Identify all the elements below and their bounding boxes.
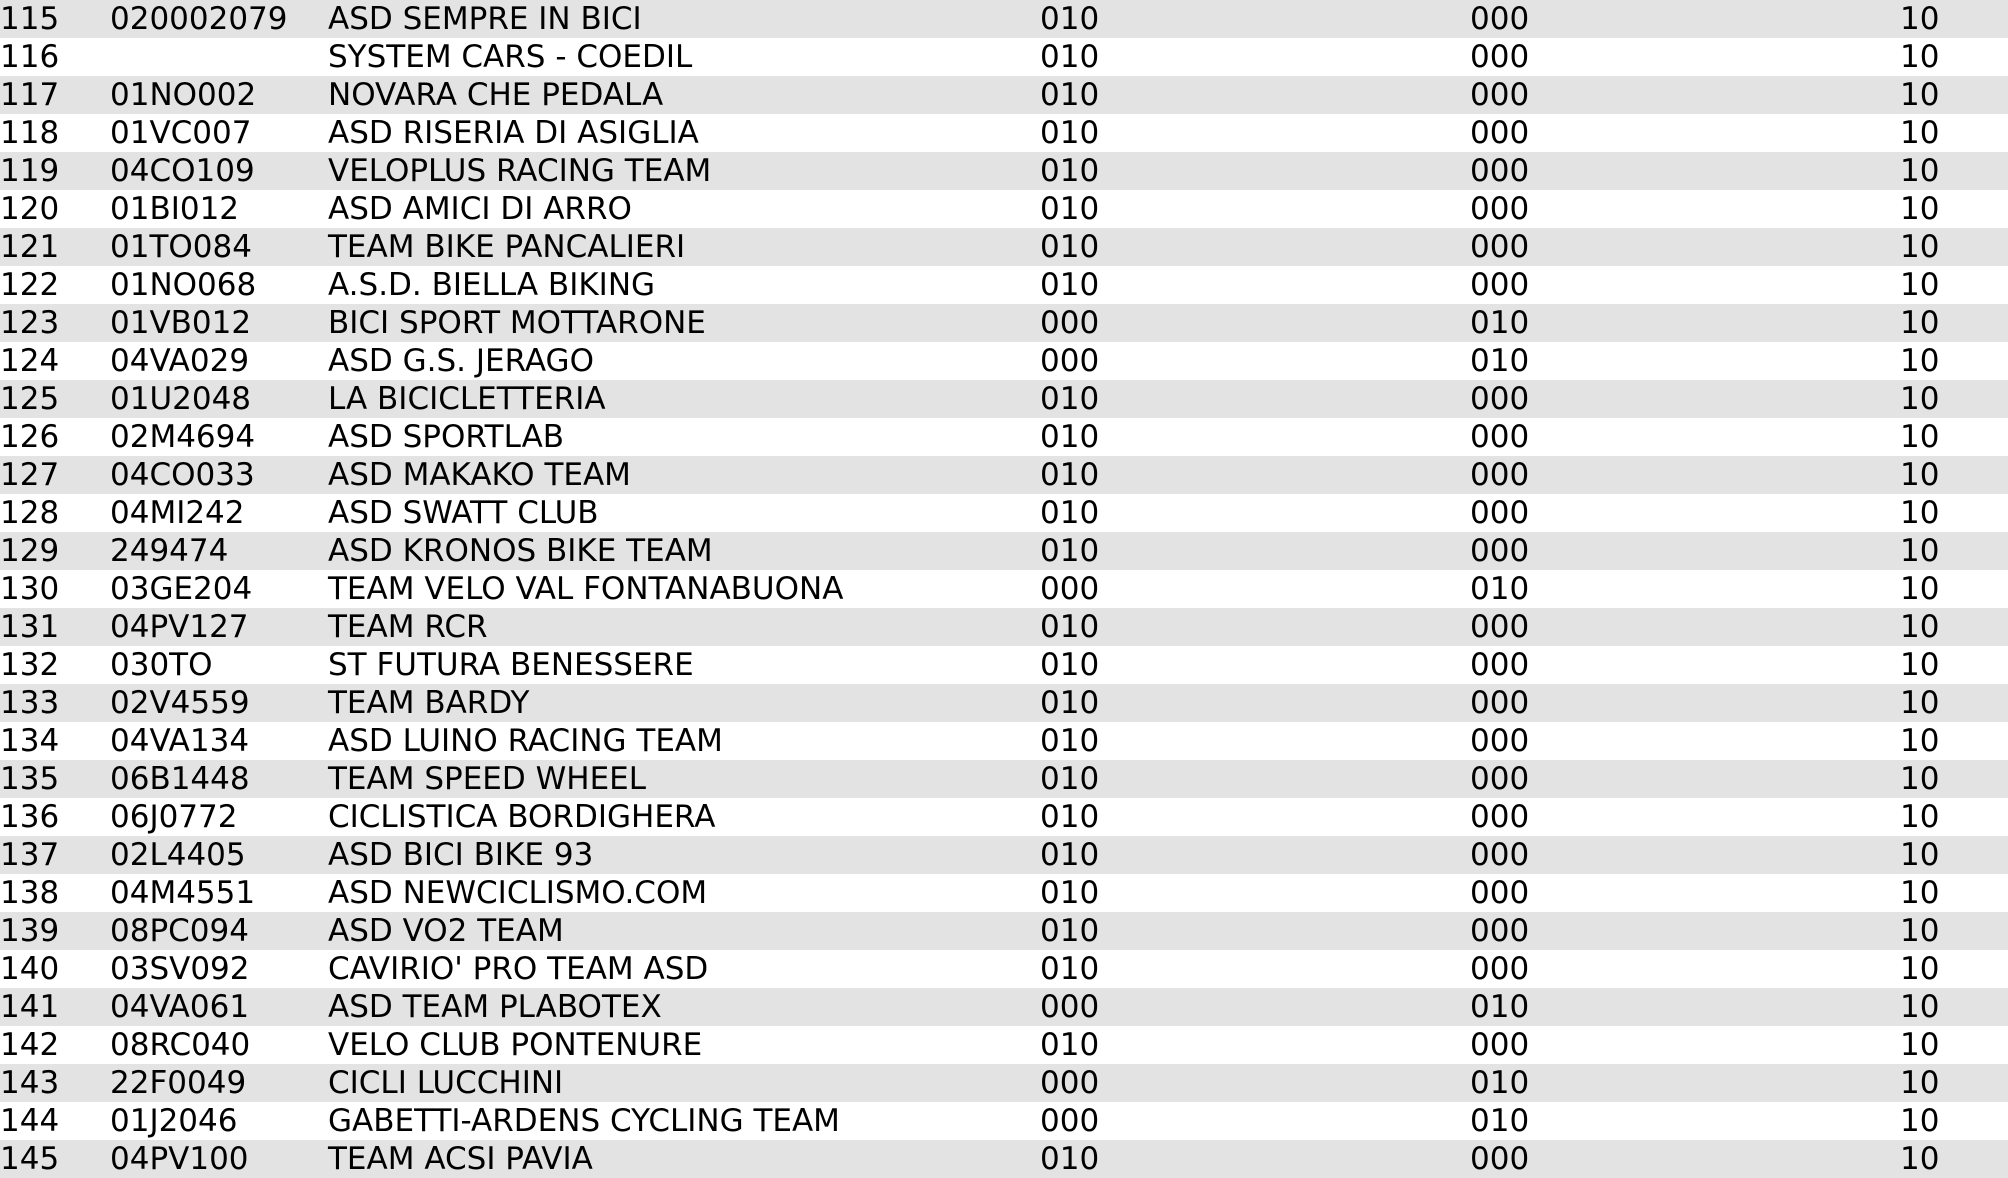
points-b-cell: 000 [1470, 191, 1530, 227]
position-cell: 128 [0, 495, 60, 531]
total-points-cell: 10 [1900, 419, 1940, 455]
total-points-cell: 10 [1900, 39, 1940, 75]
team-name-cell: TEAM ACSI PAVIA [328, 1141, 593, 1177]
total-points-cell: 10 [1900, 305, 1940, 341]
team-name-cell: A.S.D. BIELLA BIKING [328, 267, 656, 303]
points-a-cell: 010 [1040, 1141, 1100, 1177]
total-points-cell: 10 [1900, 875, 1940, 911]
points-a-cell: 010 [1040, 761, 1100, 797]
position-cell: 131 [0, 609, 60, 645]
points-b-cell: 000 [1470, 533, 1530, 569]
total-points-cell: 10 [1900, 153, 1940, 189]
team-name-cell: GABETTI-ARDENS CYCLING TEAM [328, 1103, 840, 1139]
points-a-cell: 010 [1040, 267, 1100, 303]
table-row [0, 798, 2008, 836]
points-b-cell: 010 [1470, 305, 1530, 341]
points-a-cell: 010 [1040, 381, 1100, 417]
team-name-cell: CICLISTICA BORDIGHERA [328, 799, 716, 835]
points-a-cell: 010 [1040, 457, 1100, 493]
total-points-cell: 10 [1900, 799, 1940, 835]
points-b-cell: 000 [1470, 381, 1530, 417]
total-points-cell: 10 [1900, 989, 1940, 1025]
total-points-cell: 10 [1900, 1, 1940, 37]
points-a-cell: 000 [1040, 989, 1100, 1025]
total-points-cell: 10 [1900, 571, 1940, 607]
table-row [0, 646, 2008, 684]
table-row [0, 1102, 2008, 1140]
team-code-cell: 01BI012 [110, 191, 240, 227]
team-name-cell: TEAM SPEED WHEEL [328, 761, 647, 797]
points-b-cell: 000 [1470, 1, 1530, 37]
team-name-cell: ASD RISERIA DI ASIGLIA [328, 115, 699, 151]
position-cell: 117 [0, 77, 60, 113]
points-b-cell: 000 [1470, 951, 1530, 987]
points-a-cell: 010 [1040, 115, 1100, 151]
table-row [0, 684, 2008, 722]
team-code-cell: 04MI242 [110, 495, 245, 531]
team-name-cell: ASD VO2 TEAM [328, 913, 564, 949]
total-points-cell: 10 [1900, 723, 1940, 759]
position-cell: 123 [0, 305, 60, 341]
points-a-cell: 010 [1040, 419, 1100, 455]
points-a-cell: 000 [1040, 343, 1100, 379]
points-b-cell: 000 [1470, 457, 1530, 493]
team-code-cell: 04PV100 [110, 1141, 249, 1177]
table-row [0, 76, 2008, 114]
points-b-cell: 000 [1470, 799, 1530, 835]
team-code-cell: 01NO068 [110, 267, 257, 303]
points-a-cell: 010 [1040, 39, 1100, 75]
team-name-cell: ASD AMICI DI ARRO [328, 191, 632, 227]
total-points-cell: 10 [1900, 1141, 1940, 1177]
points-a-cell: 010 [1040, 533, 1100, 569]
total-points-cell: 10 [1900, 191, 1940, 227]
points-a-cell: 010 [1040, 77, 1100, 113]
team-code-cell: 01TO084 [110, 229, 252, 265]
team-name-cell: ASD TEAM PLABOTEX [328, 989, 662, 1025]
team-name-cell: ASD LUINO RACING TEAM [328, 723, 723, 759]
table-row [0, 418, 2008, 456]
total-points-cell: 10 [1900, 685, 1940, 721]
position-cell: 115 [0, 1, 60, 37]
points-b-cell: 000 [1470, 685, 1530, 721]
points-a-cell: 010 [1040, 495, 1100, 531]
position-cell: 129 [0, 533, 60, 569]
position-cell: 135 [0, 761, 60, 797]
table-row [0, 494, 2008, 532]
team-name-cell: ASD SWATT CLUB [328, 495, 599, 531]
points-a-cell: 000 [1040, 1065, 1100, 1101]
total-points-cell: 10 [1900, 609, 1940, 645]
points-a-cell: 000 [1040, 305, 1100, 341]
position-cell: 125 [0, 381, 60, 417]
total-points-cell: 10 [1900, 381, 1940, 417]
points-b-cell: 010 [1470, 343, 1530, 379]
total-points-cell: 10 [1900, 837, 1940, 873]
team-name-cell: SYSTEM CARS - COEDIL [328, 39, 693, 75]
points-a-cell: 010 [1040, 837, 1100, 873]
table-row [0, 836, 2008, 874]
team-code-cell: 04PV127 [110, 609, 249, 645]
points-a-cell: 000 [1040, 1103, 1100, 1139]
points-a-cell: 010 [1040, 647, 1100, 683]
total-points-cell: 10 [1900, 761, 1940, 797]
position-cell: 137 [0, 837, 60, 873]
points-a-cell: 010 [1040, 191, 1100, 227]
points-b-cell: 010 [1470, 571, 1530, 607]
position-cell: 134 [0, 723, 60, 759]
table-row [0, 608, 2008, 646]
table-row [0, 456, 2008, 494]
position-cell: 126 [0, 419, 60, 455]
table-row [0, 532, 2008, 570]
points-a-cell: 010 [1040, 723, 1100, 759]
total-points-cell: 10 [1900, 951, 1940, 987]
table-row [0, 912, 2008, 950]
points-b-cell: 000 [1470, 153, 1530, 189]
team-name-cell: VELOPLUS RACING TEAM [328, 153, 712, 189]
position-cell: 121 [0, 229, 60, 265]
points-b-cell: 000 [1470, 723, 1530, 759]
points-a-cell: 010 [1040, 229, 1100, 265]
team-name-cell: TEAM BIKE PANCALIERI [328, 229, 686, 265]
table-row [0, 760, 2008, 798]
position-cell: 119 [0, 153, 60, 189]
position-cell: 118 [0, 115, 60, 151]
team-code-cell: 03GE204 [110, 571, 253, 607]
table-row [0, 988, 2008, 1026]
total-points-cell: 10 [1900, 457, 1940, 493]
team-code-cell: 22F0049 [110, 1065, 247, 1101]
team-name-cell: ASD SPORTLAB [328, 419, 565, 455]
table-row [0, 722, 2008, 760]
team-name-cell: BICI SPORT MOTTARONE [328, 305, 706, 341]
table-row [0, 304, 2008, 342]
team-code-cell: 06B1448 [110, 761, 250, 797]
team-name-cell: TEAM RCR [328, 609, 488, 645]
points-b-cell: 000 [1470, 1027, 1530, 1063]
points-b-cell: 000 [1470, 647, 1530, 683]
table-row [0, 38, 2008, 76]
position-cell: 144 [0, 1103, 60, 1139]
position-cell: 116 [0, 39, 60, 75]
team-code-cell: 04VA134 [110, 723, 250, 759]
team-code-cell: 08PC094 [110, 913, 249, 949]
team-code-cell: 04VA029 [110, 343, 250, 379]
position-cell: 145 [0, 1141, 60, 1177]
team-name-cell: ASD SEMPRE IN BICI [328, 1, 642, 37]
team-code-cell: 02L4405 [110, 837, 246, 873]
points-b-cell: 000 [1470, 77, 1530, 113]
table-row [0, 570, 2008, 608]
team-code-cell: 04CO109 [110, 153, 255, 189]
points-a-cell: 010 [1040, 153, 1100, 189]
team-name-cell: TEAM VELO VAL FONTANABUONA [328, 571, 844, 607]
team-code-cell: 04CO033 [110, 457, 255, 493]
team-name-cell: ASD BICI BIKE 93 [328, 837, 594, 873]
position-cell: 138 [0, 875, 60, 911]
table-row [0, 228, 2008, 266]
points-a-cell: 010 [1040, 799, 1100, 835]
points-b-cell: 010 [1470, 989, 1530, 1025]
team-name-cell: VELO CLUB PONTENURE [328, 1027, 703, 1063]
total-points-cell: 10 [1900, 343, 1940, 379]
position-cell: 120 [0, 191, 60, 227]
points-b-cell: 000 [1470, 913, 1530, 949]
points-b-cell: 000 [1470, 837, 1530, 873]
team-code-cell: 02M4694 [110, 419, 256, 455]
total-points-cell: 10 [1900, 267, 1940, 303]
points-b-cell: 000 [1470, 115, 1530, 151]
position-cell: 124 [0, 343, 60, 379]
table-row [0, 950, 2008, 988]
team-name-cell: ST FUTURA BENESSERE [328, 647, 694, 683]
table-row [0, 152, 2008, 190]
team-name-cell: ASD KRONOS BIKE TEAM [328, 533, 713, 569]
team-code-cell: 02V4559 [110, 685, 250, 721]
position-cell: 133 [0, 685, 60, 721]
table-row [0, 190, 2008, 228]
position-cell: 136 [0, 799, 60, 835]
team-code-cell: 01U2048 [110, 381, 252, 417]
points-b-cell: 000 [1470, 419, 1530, 455]
team-name-cell: CICLI LUCCHINI [328, 1065, 564, 1101]
position-cell: 142 [0, 1027, 60, 1063]
table-row [0, 1140, 2008, 1178]
team-code-cell: 03SV092 [110, 951, 250, 987]
position-cell: 132 [0, 647, 60, 683]
total-points-cell: 10 [1900, 1027, 1940, 1063]
team-code-cell: 06J0772 [110, 799, 238, 835]
team-code-cell: 01VB012 [110, 305, 252, 341]
team-name-cell: ASD NEWCICLISMO.COM [328, 875, 708, 911]
points-a-cell: 010 [1040, 951, 1100, 987]
points-b-cell: 000 [1470, 761, 1530, 797]
team-name-cell: LA BICICLETTERIA [328, 381, 606, 417]
team-name-cell: CAVIRIO' PRO TEAM ASD [328, 951, 709, 987]
total-points-cell: 10 [1900, 115, 1940, 151]
points-a-cell: 010 [1040, 913, 1100, 949]
points-b-cell: 000 [1470, 875, 1530, 911]
table-row [0, 266, 2008, 304]
team-code-cell: 030TO [110, 647, 213, 683]
points-a-cell: 010 [1040, 1027, 1100, 1063]
points-b-cell: 000 [1470, 267, 1530, 303]
points-b-cell: 000 [1470, 229, 1530, 265]
points-a-cell: 010 [1040, 1, 1100, 37]
team-code-cell: 04VA061 [110, 989, 250, 1025]
points-a-cell: 010 [1040, 875, 1100, 911]
points-a-cell: 010 [1040, 685, 1100, 721]
position-cell: 127 [0, 457, 60, 493]
team-name-cell: TEAM BARDY [328, 685, 530, 721]
position-cell: 141 [0, 989, 60, 1025]
team-code-cell: 01J2046 [110, 1103, 238, 1139]
table-row [0, 342, 2008, 380]
team-name-cell: ASD MAKAKO TEAM [328, 457, 631, 493]
points-b-cell: 000 [1470, 1141, 1530, 1177]
team-code-cell: 249474 [110, 533, 229, 569]
table-row [0, 114, 2008, 152]
team-code-cell: 01NO002 [110, 77, 257, 113]
total-points-cell: 10 [1900, 1065, 1940, 1101]
table-row [0, 874, 2008, 912]
table-row [0, 1026, 2008, 1064]
points-b-cell: 000 [1470, 495, 1530, 531]
total-points-cell: 10 [1900, 647, 1940, 683]
total-points-cell: 10 [1900, 1103, 1940, 1139]
points-b-cell: 010 [1470, 1103, 1530, 1139]
position-cell: 143 [0, 1065, 60, 1101]
table-row [0, 0, 2008, 38]
table-row [0, 1064, 2008, 1102]
team-code-cell: 01VC007 [110, 115, 252, 151]
position-cell: 130 [0, 571, 60, 607]
total-points-cell: 10 [1900, 495, 1940, 531]
points-a-cell: 000 [1040, 571, 1100, 607]
team-code-cell: 08RC040 [110, 1027, 251, 1063]
points-b-cell: 010 [1470, 1065, 1530, 1101]
team-code-cell: 020002079 [110, 1, 288, 37]
total-points-cell: 10 [1900, 533, 1940, 569]
position-cell: 140 [0, 951, 60, 987]
total-points-cell: 10 [1900, 913, 1940, 949]
points-a-cell: 010 [1040, 609, 1100, 645]
table-row [0, 380, 2008, 418]
position-cell: 139 [0, 913, 60, 949]
points-b-cell: 000 [1470, 39, 1530, 75]
team-code-cell: 04M4551 [110, 875, 256, 911]
points-b-cell: 000 [1470, 609, 1530, 645]
total-points-cell: 10 [1900, 229, 1940, 265]
position-cell: 122 [0, 267, 60, 303]
team-name-cell: NOVARA CHE PEDALA [328, 77, 664, 113]
total-points-cell: 10 [1900, 77, 1940, 113]
team-name-cell: ASD G.S. JERAGO [328, 343, 594, 379]
